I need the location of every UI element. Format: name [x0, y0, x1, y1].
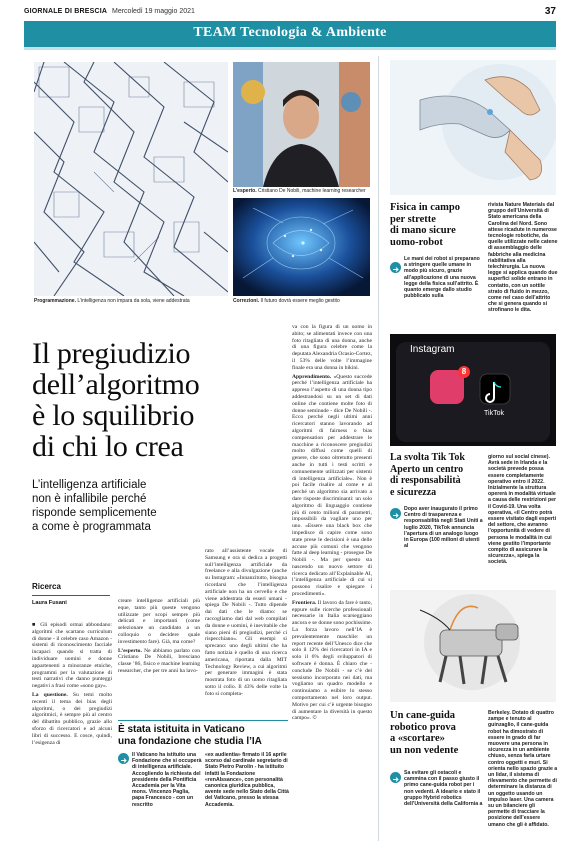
side1-col-1: Le mani dei robot si preparano a stringere quelle umane in modo più sicuro, grazie all’applicazione di una nuova legge della fisica sull’attrito. È quanto emerge dallo studio pubblicato sulla: [404, 256, 480, 300]
digital-brain-image: [233, 198, 370, 296]
instagram-label: Instagram: [410, 344, 455, 355]
issue-date: Mercoledì 19 maggio 2021: [112, 8, 195, 15]
caption-3: Correzioni. Il futuro dovrà essere meglio gestito: [233, 298, 340, 304]
side2-arrow-icon: [390, 508, 401, 519]
photo-robot-hand: [390, 60, 556, 195]
portrait-image: [233, 62, 370, 187]
caption-2: L’esperto. Cristiano De Nobili, machine learning researcher: [233, 188, 366, 194]
page-header: [24, 6, 556, 22]
newspaper-name: GIORNALE DI BRESCIA: [24, 8, 108, 15]
robot-hand-image: [390, 60, 556, 195]
section-banner: [24, 21, 556, 47]
vatican-col-2: «ex audientia» firmato il 16 aprile scorso dal cardinale segretario di Stato Pietro Parolin - ha istituito infatti la Fondazione «renAIssance», con personalità canonica giuridica pubblica, avente sede nello Stato della Città del Vaticano, presso la stessa Accademia.: [205, 752, 289, 808]
side3-col-1: Sa evitare gli ostacoli e cammina con il passo giusto il primo cane-guida robot per i non vedenti. A ideario e stato il gruppo Hybrid robotics dell’Università della California a: [404, 770, 483, 808]
side2-title: La svolta Tik Tok Aperto un centro di responsabilità e sicurezza: [390, 452, 465, 498]
photo-correzioni: [233, 198, 370, 296]
section-rule: [24, 47, 556, 50]
article-col-1: ■ Gli episodi ormai abbondano: algoritmi che scartano curriculum di donne - il celebre caso Amazon - sistemi di riconoscimento facciale incapaci quando si tratta di individuare uomini e donne appartenenti a minoranze etniche, programmi per la valutazione di testi narrativi che danno punteggi negativi a frasi come «sono gay». La questione. Su temi molto recenti il tema dei bias degli algoritmi, o dei pregiudizi algoritmici, è sempre più al centro del dibattito pubblico, grazie allo sforzo di ricercatori e ad alcuni libri di successo. E cosce, quindi, l’esigenza di: [32, 622, 112, 746]
section-label-ricerca: Ricerca: [32, 582, 61, 591]
main-deck: L’intelligenza artificiale non è infallibile perché risponde semplicemente a come è programmata: [32, 479, 157, 533]
page-number: 37: [544, 6, 556, 17]
sidebar-divider: [378, 56, 379, 841]
section-title: TEAM Tecnologia & Ambiente: [193, 25, 387, 40]
article-col-3: rato all’assistente vocale di Samsung e ora si dedica a progetti sull’intelligenza artificiale da freelance e alla divulgazione (anche su Instagram: «Innanzitutto, bisogna ricordarsi che l’intelligenza artificiale non ha un cervello e che viene addestrata da esseri umani - spiega De Nobili -. Tutto dipende dai dati che le diamo: se raccogliamo dati dal web compilati da donne e uomini, è inevitabile che siano pieni di pregiudizi, perché ci rispecchiano». Gli esempi si sprecano: uno degli ultimi che ha fatto notizia è quello di una ricerca americana, riportata dalla MIT Technology Review, a cui algoritmi per generare immagini è stata mostrata foto di un uomo ritagliata sotto il collo. Il 43% delle volte la foto si completa-: [205, 548, 287, 697]
byline-rule: [32, 595, 110, 596]
vatican-box-rule: [118, 720, 288, 721]
photo-robot-dog: [390, 590, 556, 702]
main-headline: Il pregiudizio dell’algoritmo è lo squilibrio di chi lo crea: [32, 337, 200, 463]
robot-dog-image: [390, 590, 556, 702]
side2-col-2: giorno sul social cinese). Avrà sede in Irlanda e la società prevede possa essere completamente operativo entro il 2022. Inizialmente la struttura opererà in modalità virtuale a causa delle restrizioni per il Covid-19. Una volta operativa, «il Centro potrà essere visitato dagli esperti del settore, che avranno l’opportunità di vedere di persona le modalità in cui viene gestito l’importante compito di assicurare la sicurezza», spiega la società.: [488, 454, 557, 566]
side3-arrow-icon: [390, 772, 401, 783]
byline: Laura Fusani: [32, 600, 67, 606]
side1-col-2: rivista Nature Materials dal gruppo dell’Università di Stato americana della Carolina del Nord. Sono attese ricadute in numerose tecnologie robotiche, da quelle utilizzate nelle catene di assemblaggio delle fabbriche alla medicina riabilitativa alla telechirurgia. La nuova legge si applica quando due superfici solide entrano in contatto, con un sottile strato di fluido in mezzo, come nel caso dell’attrito che si genera quando si strofinano le dita.: [488, 202, 558, 314]
vatican-col-1: Il Vaticano ha istituito una Fondazione che si occuperà di intelligenza artificiale. Accogliendo la richiesta del presidente della Pontificia Accademia per la Vita mons. Vincenzo Paglia, papa Francesco - con un rescritto: [132, 752, 202, 808]
article-col-4: va con la figura di un uomo in abito; se alimentati invece con una foto ritagliata di una donna, anche di una figura celebre come la deputata Alexandria Ocasio-Cortez, il 53% delle volte l’immagine finale era una donna in bikini. Apprendimento. «Questo succede perché l’intelligenza artificiale ha appreso l’aspetto di una donna tipo addestrandosi su un set di dati online che contiene molte foto di donne seminude - dice De Nobili -. Ecco perché negli ultimi anni ricercatori stanno lavorando ad algoritmi di fairness o bias compensation per addestrare le macchine a riconoscere pregiudizi molto diffusi come quelli di genere, che sono oltretutto presenti anche in tutti i testi scritti e comunemente utilizzati per sistemi di intelligenza artificiale». Non è poi facile risalire al come e al perché un algoritmo sia arrivato a dare risposte discriminanti: un solo algoritmo di linguaggio contiene più di cento milioni di parametri, impossibili da vagliare uno per uno. «Essere una black box che impedisce di capire come sono state prese le decisioni è una delle accuse più comuni che vengono fatte al deep learning - prosegue De Nobili -. Ma per questo sta nascendo un nuovo settore di ricerca dedicato all’Explainable AI, l’intelligenza artificiale di cui si possono risalire e spiegare i procedimenti». Frontiera. Il lavoro da fare è tanto, eppure sulle ricerche professionali necessarie in Italia scarseggiano ancora e se donne sono pochissime. La forza lavoro nell’IA è prevalentemente maschile: un report recente dell’Unesco dice che solo il 12% dei ricercatori in IA e solo il 6% degli sviluppatori di software è donna. È chiaro che - conclude De Nobili - se c’è del sessismo incorporato nei dati, ma vogliamo un quadro modello e continuiamo a esibire lo stesso comportamento nel loro output. Motivo per cui c’è urgente bisogno di aumentare la diversità in questo campo». ©: [292, 324, 372, 722]
tiktok-label: TikTok: [484, 410, 504, 417]
side1-title: Fisica in campo per strette di mano sicure uomo-robot: [390, 202, 460, 248]
photo-programmazione: [34, 62, 228, 296]
side3-col-2: Berkeley. Dotato di quattro zampe e tenuto al guinzaglio, il cane-guida robot ha dimostrato di essere in grado di far muovere una persona in sicurezza in un ambiente chiuso, senza farla urtare contro oggetti e muri. Si orienta nello spazio grazie a un lidar, il sistema di rilevamento che permette di determinare la distanza di un oggetto usando un impulso laser. Una camera su un bilanciere gli permette di tracciare la posizione dell’essere umano che gli è affidato.: [488, 710, 558, 828]
abstract-pattern-image: [34, 62, 228, 296]
article-col-2: creare intelligenze artificiali più eque, tanto più queste vengono utilizzate per scopi sempre più delicati e importanti (come selezionare un candidato a un colloquio o decidere quale investimento fare). Già, ma come? L’esperto. Ne abbiamo parlato con Cristiano De Nobili, bresciano classe ’86, fisico e machine learning researcher, che per tre anni ha lavo-: [118, 598, 200, 674]
notification-badge: 8: [458, 366, 470, 378]
photo-tiktok: [390, 334, 556, 446]
side1-arrow-icon: [390, 262, 401, 273]
caption-1: Programmazione. L’intelligenza non impara da sola, viene addestrata: [34, 298, 190, 304]
photo-esperto: [233, 62, 370, 187]
side2-col-1: Dopo aver inaugurato il primo Centro di trasparenza e responsabilità negli Stati Uniti a luglio 2020, TikTok annuncia l’apertura di un analogo luogo in Europa (100 milioni di utenti al: [404, 506, 483, 550]
side3-title: Un cane-guida robotico prova a «scortare» un non vedente: [390, 710, 459, 756]
vatican-arrow-icon: [118, 753, 129, 764]
vatican-title: È stata istituita in Vaticano una fondazione che studia l’IA: [118, 724, 262, 747]
